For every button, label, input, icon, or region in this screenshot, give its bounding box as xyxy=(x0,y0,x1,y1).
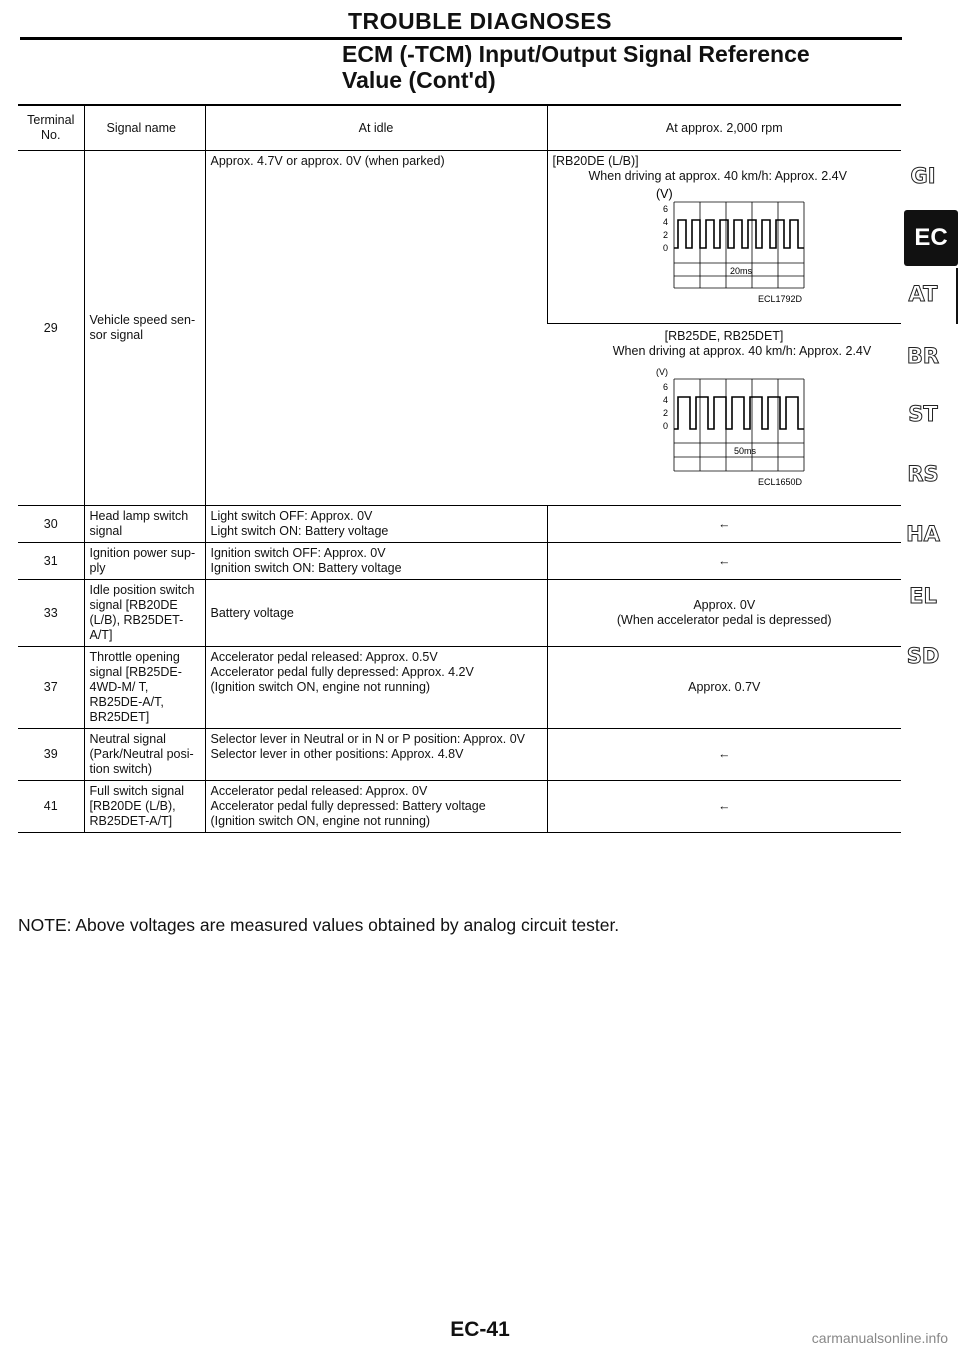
header-at-idle: At idle xyxy=(205,105,547,151)
waveform-unit: (V) xyxy=(656,188,673,201)
signal-cell: Head lamp switch signal xyxy=(84,506,205,543)
idle-cell: Battery voltage xyxy=(205,580,547,647)
rpm-cell: Approx. 0.7V xyxy=(547,647,901,729)
rpm-variant-heading: [RB20DE (L/B)] xyxy=(552,154,639,168)
section-tab-ha[interactable]: HA xyxy=(906,522,940,546)
idle-cell: Accelerator pedal released: Approx. 0V Accelerator pedal fully depressed: Battery voltage (Ignition switch ON, engine not running) xyxy=(205,781,547,833)
rpm-cell-rb20de xyxy=(547,151,901,324)
waveform-unit: (V) xyxy=(656,367,668,377)
section-tab-gi[interactable]: GI xyxy=(910,164,936,188)
idle-cell: Ignition switch OFF: Approx. 0V Ignition switch ON: Battery voltage xyxy=(205,543,547,580)
waveform-chart-rb25de xyxy=(634,363,814,503)
rpm-variant-description: When driving at approx. 40 km/h: Approx. 2.4V xyxy=(588,169,847,183)
table-row xyxy=(18,647,901,729)
rpm-variant-description: When driving at approx. 40 km/h: Approx. 2.4V xyxy=(612,344,872,358)
waveform-chart-rb20de xyxy=(634,188,814,310)
terminal-cell: 30 xyxy=(18,506,84,543)
terminal-cell: 31 xyxy=(18,543,84,580)
rpm-cell: ← xyxy=(547,729,901,781)
waveform-tick: 2 xyxy=(663,230,669,240)
terminal-cell: 39 xyxy=(18,729,84,781)
title-rule xyxy=(20,37,902,40)
signal-cell: Throttle opening signal [RB25DE-4WD-M/ T, RB25DE-A/T, BR25DET] xyxy=(84,647,205,729)
section-tab-at[interactable]: AT xyxy=(908,282,938,306)
table-header-row xyxy=(18,105,901,151)
waveform-tick: 6 xyxy=(663,204,669,214)
rpm-cell-rb25de xyxy=(547,324,901,506)
figure-code: ECL1792D xyxy=(758,294,803,304)
rpm-cell: Approx. 0V (When accelerator pedal is depressed) xyxy=(547,580,901,647)
signal-cell: Full switch signal [RB20DE (L/B), RB25DET-A/T] xyxy=(84,781,205,833)
terminal-cell: 29 xyxy=(18,151,84,506)
page-subtitle-cont: Value (Cont'd) xyxy=(342,67,496,93)
idle-cell: Accelerator pedal released: Approx. 0.5V Accelerator pedal fully depressed: Approx. 4.2V (Ignition switch ON, engine not running) xyxy=(205,647,547,729)
section-tab-rs[interactable]: RS xyxy=(907,462,939,486)
page-number: EC-41 xyxy=(450,1318,510,1341)
waveform-tick: 4 xyxy=(663,217,669,227)
idle-cell: Light switch OFF: Approx. 0V Light switch ON: Battery voltage xyxy=(205,506,547,543)
section-tab-el[interactable]: EL xyxy=(909,584,937,608)
watermark: carmanualsonline.info xyxy=(811,1330,948,1346)
waveform-tick: 0 xyxy=(663,243,669,253)
signal-cell: Vehicle speed sen- sor signal xyxy=(84,151,205,506)
signal-cell: Idle position switch signal [RB20DE (L/B), RB25DET-A/T] xyxy=(84,580,205,647)
waveform-tick: 0 xyxy=(662,421,668,431)
table-row xyxy=(18,580,901,647)
waveform-tick: 4 xyxy=(662,395,668,405)
header-at-2000-rpm: At approx. 2,000 rpm xyxy=(547,105,901,151)
section-tab-ec-active[interactable]: EC xyxy=(904,210,958,266)
signal-cell: Neutral signal (Park/Neutral posi- tion switch) xyxy=(84,729,205,781)
table-row xyxy=(18,151,901,324)
waveform-time-division: 50ms xyxy=(734,446,757,456)
page-subtitle: ECM (-TCM) Input/Output Signal Reference xyxy=(342,41,810,67)
footnote: NOTE: Above voltages are measured values obtained by analog circuit tester. xyxy=(18,915,620,935)
waveform-tick: 6 xyxy=(662,382,668,392)
rpm-cell: ← xyxy=(547,781,901,833)
figure-code: ECL1650D xyxy=(757,477,802,487)
header-signal-name: Signal name xyxy=(84,105,205,151)
rpm-cell: ← xyxy=(547,506,901,543)
rpm-variant-heading: [RB25DE, RB25DET] xyxy=(664,329,784,343)
rpm-cell: ← xyxy=(547,543,901,580)
section-tab-st[interactable]: ST xyxy=(908,402,938,426)
signal-reference-table xyxy=(18,104,901,833)
terminal-cell: 41 xyxy=(18,781,84,833)
table-row xyxy=(18,543,901,580)
idle-cell: Approx. 4.7V or approx. 0V (when parked) xyxy=(205,151,547,506)
section-tab-sd[interactable]: SD xyxy=(906,644,940,668)
table-row xyxy=(18,781,901,833)
waveform-tick: 2 xyxy=(662,408,668,418)
terminal-cell: 33 xyxy=(18,580,84,647)
header-terminal: Terminal No. xyxy=(18,105,84,151)
section-title: TROUBLE DIAGNOSES xyxy=(347,8,613,34)
signal-cell: Ignition power sup- ply xyxy=(84,543,205,580)
table-row xyxy=(18,506,901,543)
section-marker-bar xyxy=(956,268,958,324)
table-row xyxy=(18,729,901,781)
waveform-time-division: 20ms xyxy=(730,266,753,276)
idle-cell: Selector lever in Neutral or in N or P position: Approx. 0V Selector lever in other positions: Approx. 4.8V xyxy=(205,729,547,781)
terminal-cell: 37 xyxy=(18,647,84,729)
section-tab-br[interactable]: BR xyxy=(906,344,940,368)
